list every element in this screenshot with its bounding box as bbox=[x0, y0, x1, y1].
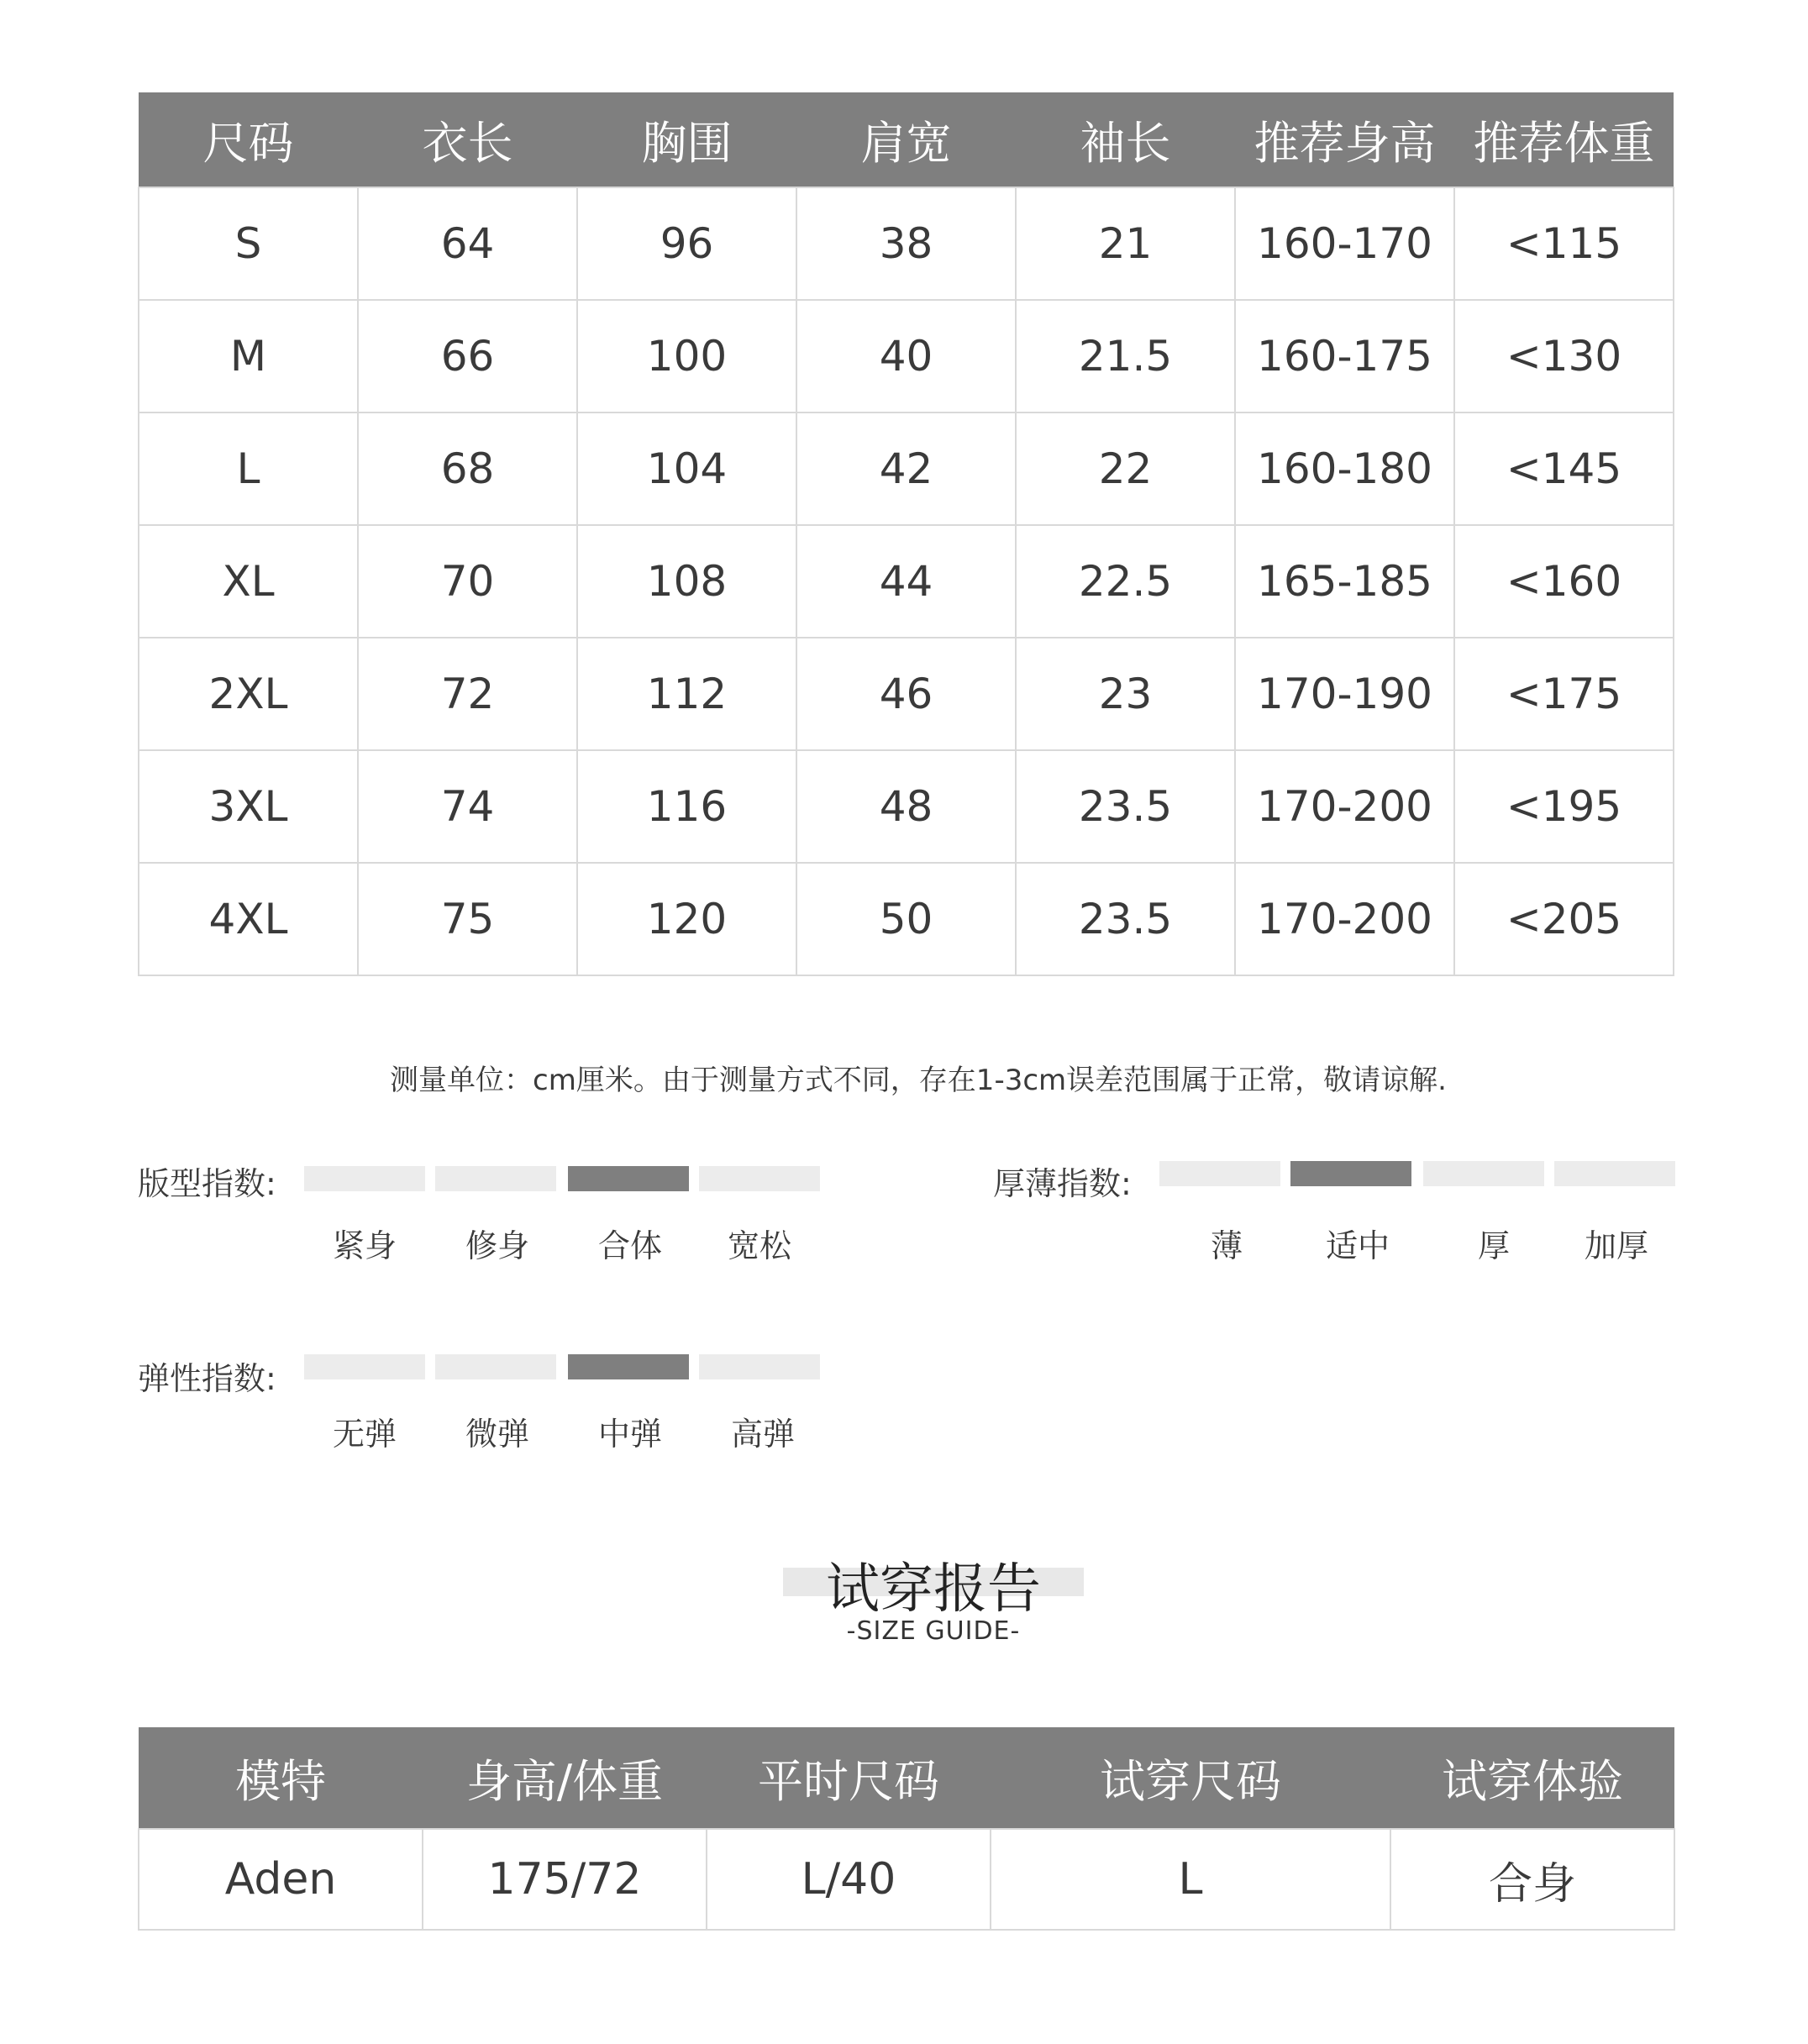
fit-option-label: 宽松 bbox=[727, 1227, 791, 1264]
fit-option-label: 紧身 bbox=[332, 1227, 397, 1264]
fit-index-segment bbox=[699, 1166, 820, 1191]
table-cell: 22.5 bbox=[1016, 525, 1235, 638]
table-cell: 160-175 bbox=[1235, 300, 1454, 412]
table-cell: M bbox=[139, 300, 358, 412]
table-cell: 72 bbox=[358, 638, 577, 750]
table-cell: L/40 bbox=[707, 1829, 991, 1930]
table-cell: L bbox=[991, 1829, 1390, 1930]
table-cell: 74 bbox=[358, 750, 577, 863]
header-cell: 推荐体重 bbox=[1454, 92, 1674, 187]
table-row bbox=[139, 300, 1674, 412]
table-cell: <145 bbox=[1454, 412, 1674, 525]
thickness-option-label: 适中 bbox=[1325, 1227, 1390, 1264]
table-cell: <160 bbox=[1454, 525, 1674, 638]
fit-option-label: 修身 bbox=[465, 1227, 529, 1264]
elasticity-option-label: 高弹 bbox=[730, 1416, 795, 1453]
size-chart-header-row bbox=[139, 92, 1674, 187]
fit-index-segment bbox=[435, 1166, 556, 1191]
thickness-option-label: 薄 bbox=[1210, 1227, 1243, 1264]
header-cell: 肩宽 bbox=[796, 92, 1016, 187]
table-row bbox=[139, 525, 1674, 638]
table-cell: 108 bbox=[577, 525, 796, 638]
table-cell: <205 bbox=[1454, 863, 1674, 975]
table-row bbox=[139, 187, 1674, 300]
elasticity-index-label: 弹性指数: bbox=[138, 1360, 276, 1397]
table-cell: 合身 bbox=[1390, 1829, 1674, 1930]
elasticity-index-segment bbox=[304, 1354, 425, 1379]
table-cell: 160-170 bbox=[1235, 187, 1454, 300]
table-cell: 160-180 bbox=[1235, 412, 1454, 525]
header-cell: 身高/体重 bbox=[423, 1727, 707, 1829]
table-cell: 70 bbox=[358, 525, 577, 638]
table-cell: 22 bbox=[1016, 412, 1235, 525]
table-cell: <175 bbox=[1454, 638, 1674, 750]
thickness-option-label: 厚 bbox=[1477, 1227, 1510, 1264]
table-cell: 40 bbox=[796, 300, 1016, 412]
table-cell: 46 bbox=[796, 638, 1016, 750]
header-cell: 衣长 bbox=[358, 92, 577, 187]
table-row bbox=[139, 412, 1674, 525]
table-cell: 68 bbox=[358, 412, 577, 525]
table-row bbox=[139, 638, 1674, 750]
try-on-table bbox=[138, 1727, 1675, 1931]
elasticity-option-label: 中弹 bbox=[597, 1416, 662, 1453]
table-cell: 116 bbox=[577, 750, 796, 863]
elasticity-index-segment bbox=[699, 1354, 820, 1379]
fit-index-segment bbox=[304, 1166, 425, 1191]
table-cell: 96 bbox=[577, 187, 796, 300]
table-cell: 175/72 bbox=[423, 1829, 707, 1930]
elasticity-index-segment bbox=[568, 1354, 689, 1379]
elasticity-option-label: 无弹 bbox=[332, 1416, 397, 1453]
table-row bbox=[139, 1829, 1674, 1930]
header-cell: 模特 bbox=[139, 1727, 423, 1829]
table-cell: 100 bbox=[577, 300, 796, 412]
table-cell: 21 bbox=[1016, 187, 1235, 300]
table-cell: 23.5 bbox=[1016, 750, 1235, 863]
table-cell: 112 bbox=[577, 638, 796, 750]
header-cell: 尺码 bbox=[139, 92, 358, 187]
table-cell: 42 bbox=[796, 412, 1016, 525]
table-cell: 48 bbox=[796, 750, 1016, 863]
try-on-header-row bbox=[139, 1727, 1674, 1829]
table-cell: 4XL bbox=[139, 863, 358, 975]
elasticity-option-label: 微弹 bbox=[465, 1416, 529, 1453]
header-cell: 试穿尺码 bbox=[991, 1727, 1390, 1829]
table-cell: 64 bbox=[358, 187, 577, 300]
table-cell: L bbox=[139, 412, 358, 525]
table-cell: <195 bbox=[1454, 750, 1674, 863]
elasticity-index-segment bbox=[435, 1354, 556, 1379]
table-cell: 120 bbox=[577, 863, 796, 975]
fit-index-label: 版型指数: bbox=[138, 1165, 276, 1202]
table-cell: Aden bbox=[139, 1829, 423, 1930]
table-cell: 21.5 bbox=[1016, 300, 1235, 412]
thickness-index-segment bbox=[1290, 1161, 1411, 1186]
table-cell: 38 bbox=[796, 187, 1016, 300]
table-cell: 170-190 bbox=[1235, 638, 1454, 750]
measurement-note: 测量单位：cm厘米。由于测量方式不同，存在1-3cm误差范围属于正常，敬请谅解. bbox=[390, 1064, 1447, 1097]
thickness-index-segment bbox=[1159, 1161, 1280, 1186]
table-cell: 170-200 bbox=[1235, 863, 1454, 975]
table-cell: 50 bbox=[796, 863, 1016, 975]
table-cell: 23 bbox=[1016, 638, 1235, 750]
table-cell: 3XL bbox=[139, 750, 358, 863]
table-cell: 165-185 bbox=[1235, 525, 1454, 638]
header-cell: 试穿体验 bbox=[1390, 1727, 1674, 1829]
thickness-index-segment bbox=[1423, 1161, 1544, 1186]
table-cell: <130 bbox=[1454, 300, 1674, 412]
size-chart-table bbox=[138, 92, 1674, 976]
table-cell: 170-200 bbox=[1235, 750, 1454, 863]
header-cell: 袖长 bbox=[1016, 92, 1235, 187]
table-row bbox=[139, 750, 1674, 863]
thickness-option-label: 加厚 bbox=[1584, 1227, 1648, 1264]
thickness-index-segment bbox=[1554, 1161, 1675, 1186]
report-title: 试穿报告 bbox=[826, 1558, 1041, 1621]
table-cell: 104 bbox=[577, 412, 796, 525]
table-cell: 23.5 bbox=[1016, 863, 1235, 975]
thickness-index-label: 厚薄指数: bbox=[993, 1165, 1132, 1202]
table-row bbox=[139, 863, 1674, 975]
table-cell: 2XL bbox=[139, 638, 358, 750]
header-cell: 胸围 bbox=[577, 92, 796, 187]
fit-option-label: 合体 bbox=[597, 1227, 662, 1264]
fit-index-segment bbox=[568, 1166, 689, 1191]
table-cell: 66 bbox=[358, 300, 577, 412]
table-cell: XL bbox=[139, 525, 358, 638]
header-cell: 推荐身高 bbox=[1235, 92, 1454, 187]
table-cell: <115 bbox=[1454, 187, 1674, 300]
report-subtitle: -SIZE GUIDE- bbox=[846, 1616, 1021, 1646]
header-cell: 平时尺码 bbox=[707, 1727, 991, 1829]
table-cell: 75 bbox=[358, 863, 577, 975]
table-cell: S bbox=[139, 187, 358, 300]
table-cell: 44 bbox=[796, 525, 1016, 638]
